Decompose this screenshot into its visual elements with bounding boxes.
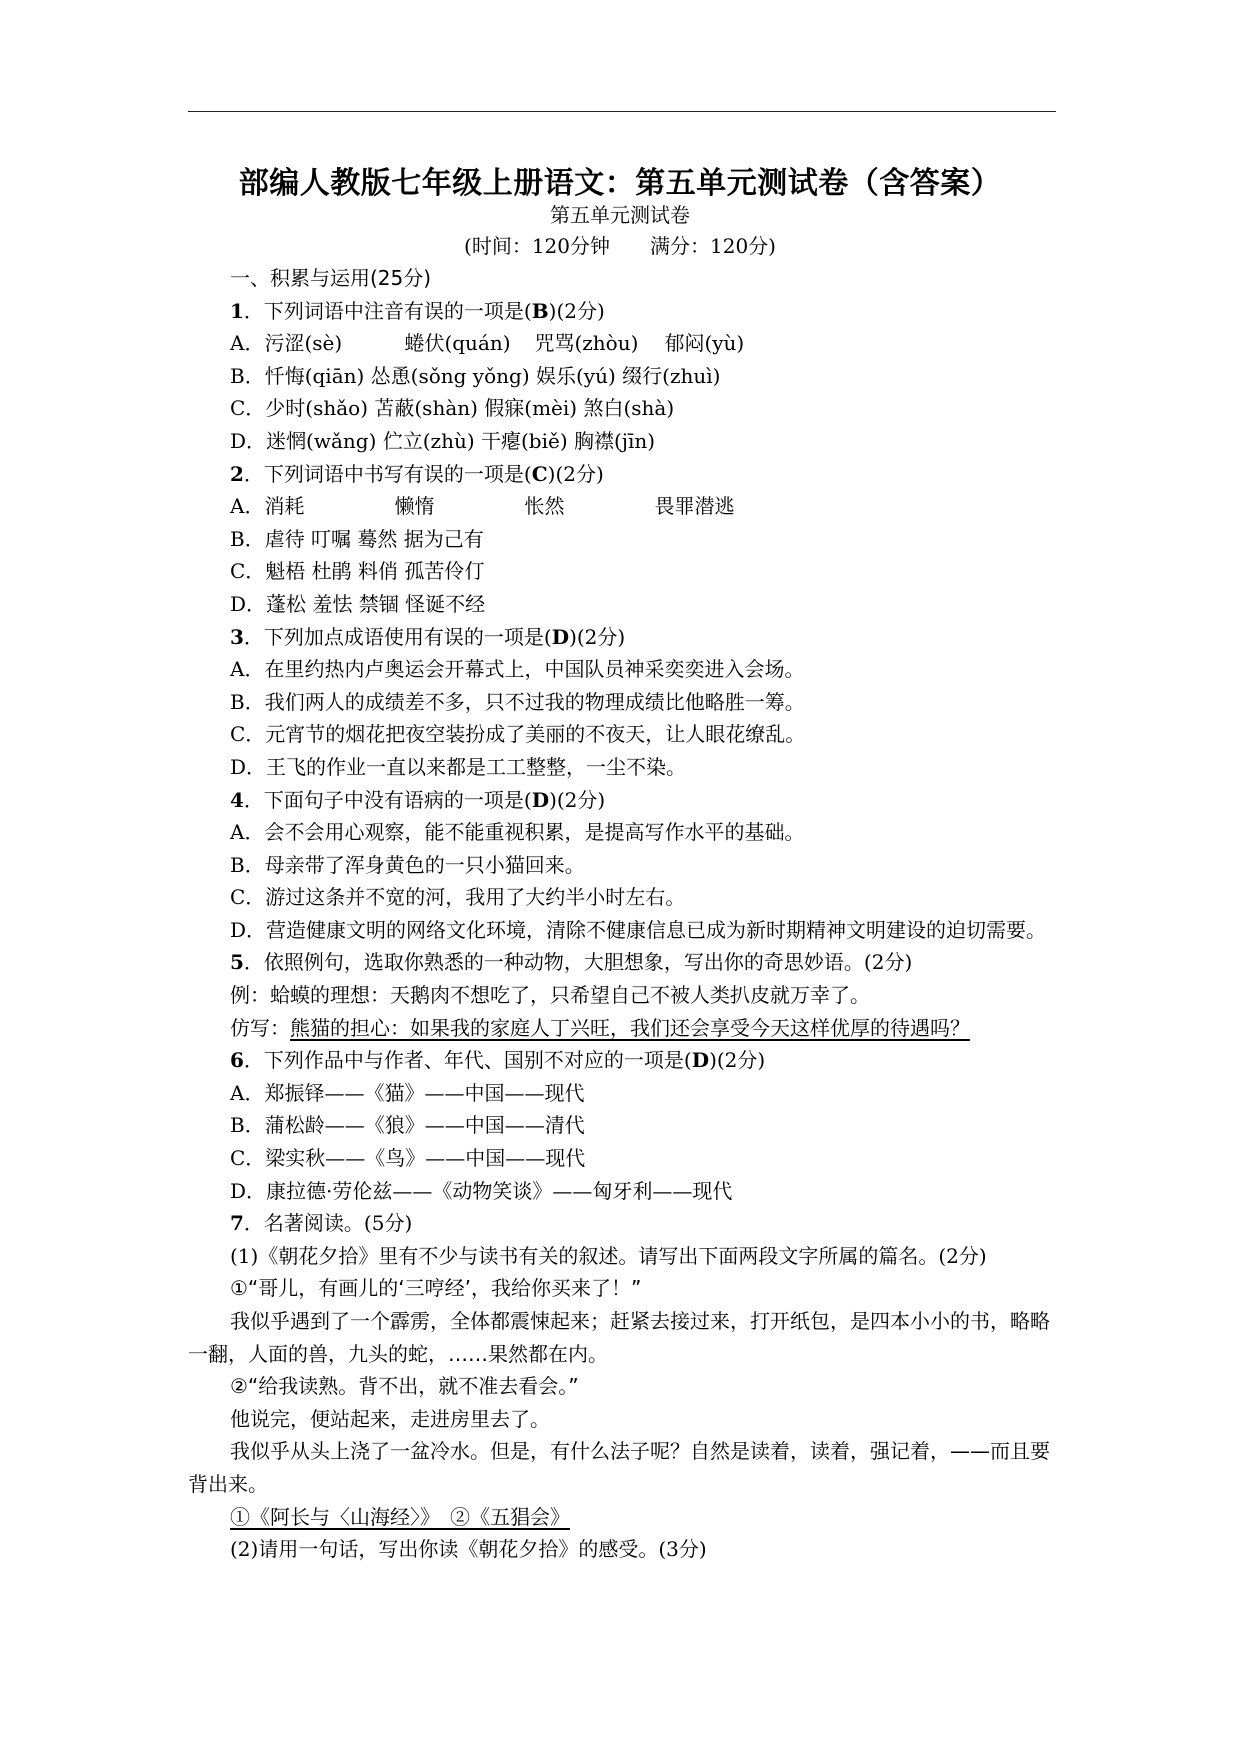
excerpt-paragraph: ②“给我读熟。背不出，就不准去看会。” <box>230 1374 579 1399</box>
option-c: C．游过这条并不宽的河，我用了大约半小时左右。 <box>230 885 686 910</box>
excerpt-paragraph: 我似乎遇到了一个霹雳，全体都震悚起来；赶紧去接过来，打开纸包，是四本小小的书，略略一翻，人面的兽，九头的蛇，……果然都在内。 <box>188 1309 1050 1366</box>
option-c: C．魁梧 杜鹃 料俏 孤苦伶仃 <box>230 559 485 584</box>
answer-text: ①《阿长与〈山海经〉》 ②《五猖会》 <box>230 1504 570 1529</box>
question-stem: ．依照例句，选取你熟悉的一种动物，大胆想象，写出你的奇思妙语。(2分) <box>243 950 913 975</box>
question-points: )(2分) <box>709 1048 766 1073</box>
document-content <box>188 262 1056 1566</box>
option-label: A． <box>230 331 265 356</box>
example-sentence: 例：蛤蟆的理想：天鹅肉不想吃了，只希望自己不被人类扒皮就万幸了。 <box>230 983 870 1008</box>
subquestion-2: (2)请用一句话，写出你读《朝花夕拾》的感受。(3分) <box>230 1537 707 1562</box>
option-word: 懒惰 <box>394 494 435 519</box>
question-number: 1 <box>230 298 244 323</box>
header-rule <box>188 111 1056 112</box>
answer-choice: B <box>531 298 549 323</box>
answer-choice: D <box>551 624 570 649</box>
full-score: 满分：120分) <box>650 234 776 258</box>
option-d: D．康拉德·劳伦兹——《动物笑谈》——匈牙利——现代 <box>230 1178 733 1203</box>
time-limit: (时间：120分钟 <box>464 234 610 258</box>
question-stem: ．名著阅读。(5分) <box>243 1211 413 1236</box>
question-7 <box>188 1207 1056 1240</box>
option-d: D．王飞的作业一直以来都是工工整整，一尘不染。 <box>230 754 687 779</box>
question-4 <box>188 784 1056 817</box>
option-b: B．我们两人的成绩差不多，只不过我的物理成绩比他略胜一筹。 <box>230 689 805 714</box>
option-word: 咒骂(zhòu) <box>534 331 639 356</box>
option-c: C．少时(shǎo) 苫蔽(shàn) 假寐(mèi) 煞白(shà) <box>230 396 675 421</box>
question-2 <box>188 458 1056 491</box>
answer-choice: D <box>531 787 550 812</box>
question-number: 7 <box>230 1211 244 1236</box>
time-score-info <box>0 230 1240 259</box>
option-c: C．梁实秋——《鸟》——中国——现代 <box>230 1146 586 1171</box>
option-d: D．蓬松 羞怯 禁锢 怪诞不经 <box>230 591 486 616</box>
document-title: 部编人教版七年级上册语文：第五单元测试卷（含答案） <box>238 166 1002 201</box>
option-word: 消耗 <box>264 494 305 519</box>
option-a: A．会不会用心观察，能不能重视积累，是提高写作水平的基础。 <box>230 820 805 845</box>
option-d: D．营造健康文明的网络文化环境，清除不健康信息已成为新时期精神文明建设的迫切需要。 <box>230 917 1047 942</box>
option-a <box>188 490 1056 523</box>
option-word: 郁闷(yù) <box>664 331 745 356</box>
question-6 <box>188 1044 1056 1077</box>
option-b: B．虐待 叮嘱 蓦然 据为己有 <box>230 526 484 551</box>
option-b: B．蒲松龄——《狼》——中国——清代 <box>230 1113 585 1138</box>
question-3 <box>188 621 1056 654</box>
question-stem: ．下列作品中与作者、年代、国别不对应的一项是( <box>243 1048 692 1073</box>
option-word: 蜷伏(quán) <box>404 331 511 356</box>
option-word: 污涩(sè) <box>264 331 343 356</box>
option-b: B．忏悔(qiān) 怂恿(sǒng yǒng) 娱乐(yú) 缀行(zhuì) <box>230 363 721 388</box>
question-5 <box>188 946 1056 979</box>
imitation-answer: 熊猫的担心：如果我的家庭人丁兴旺，我们还会享受今天这样优厚的待遇吗？ <box>290 1015 970 1040</box>
subquestion-1: (1)《朝花夕拾》里有不少与读书有关的叙述。请写出下面两段文字所属的篇名。(2分) <box>230 1243 987 1268</box>
answer-choice: D <box>691 1048 710 1073</box>
option-c: C．元宵节的烟花把夜空装扮成了美丽的不夜天，让人眼花缭乱。 <box>230 722 806 747</box>
question-points: )(2分) <box>569 624 626 649</box>
option-word: 畏罪潜逃 <box>654 494 735 519</box>
question-stem: ．下面句子中没有语病的一项是( <box>243 787 532 812</box>
option-b: B．母亲带了浑身黄色的一只小猫回来。 <box>230 852 585 877</box>
question-points: )(2分) <box>548 298 605 323</box>
imitation-label: 仿写： <box>230 1015 290 1040</box>
question-number: 3 <box>230 624 244 649</box>
document-subtitle: 第五单元测试卷 <box>550 203 690 227</box>
question-points: )(2分) <box>549 787 606 812</box>
answer-line <box>188 1501 1056 1534</box>
option-label: A． <box>230 494 265 519</box>
question-stem: ．下列加点成语使用有误的一项是( <box>243 624 552 649</box>
question-points: )(2分) <box>547 461 604 486</box>
option-d: D．迷惘(wǎng) 伫立(zhù) 干瘪(biě) 胸襟(jīn) <box>230 428 656 453</box>
question-number: 6 <box>230 1048 244 1073</box>
option-word: 怅然 <box>524 494 565 519</box>
option-a <box>188 327 1056 360</box>
answer-choice: C <box>531 461 548 486</box>
question-number: 5 <box>230 950 244 975</box>
question-number: 4 <box>230 787 244 812</box>
question-1 <box>188 295 1056 328</box>
option-a: A．郑振铎——《猫》——中国——现代 <box>230 1080 585 1105</box>
question-stem: ．下列词语中注音有误的一项是( <box>243 298 532 323</box>
question-number: 2 <box>230 461 244 486</box>
section-heading: 一、积累与运用(25分) <box>230 266 432 290</box>
excerpt-paragraph: 他说完，便站起来，走进房里去了。 <box>230 1406 550 1431</box>
question-stem: ．下列词语中书写有误的一项是( <box>243 461 532 486</box>
option-a: A．在里约热内卢奥运会开幕式上，中国队员神采奕奕进入会场。 <box>230 657 805 682</box>
excerpt-paragraph: ①“哥儿，有画儿的‘三哼经’，我给你买来了！” <box>230 1276 642 1301</box>
excerpt-paragraph: 我似乎从头上浇了一盆冷水。但是，有什么法子呢？自然是读着，读着，强记着，——而且要背出来。 <box>188 1439 1050 1496</box>
imitation-line <box>188 1012 1056 1045</box>
